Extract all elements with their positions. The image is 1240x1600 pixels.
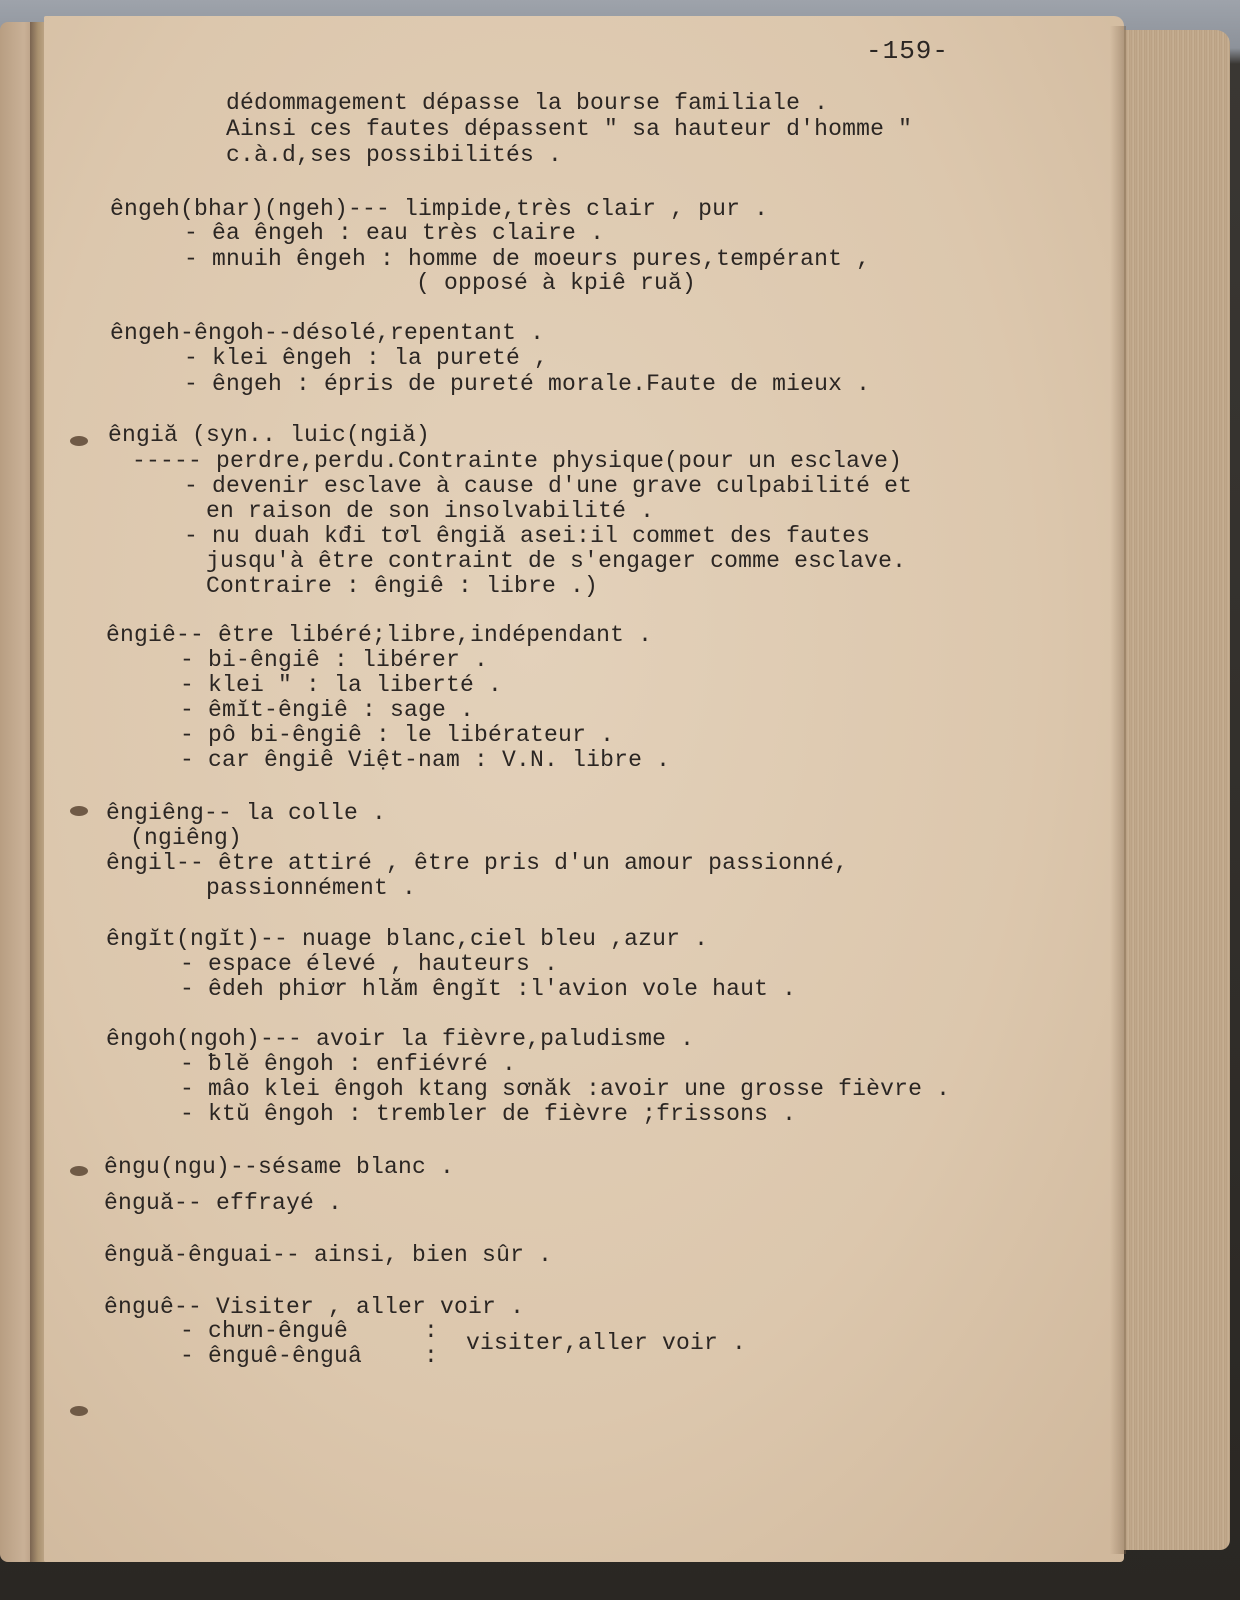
text-line: - chưn-ênguê (180, 1318, 349, 1344)
entry-headword: êngeh-êngoh--désolé,repentant . (110, 320, 545, 346)
text-line: ----- perdre,perdu.Contrainte physique(pour un esclave) (132, 448, 903, 474)
text-line: ( opposé à kpiê ruă) (416, 270, 697, 296)
binding-hole-icon (70, 1166, 88, 1176)
entry-headword: êngoh(ngoh)--- avoir la fièvre,paludisme . (106, 1026, 695, 1052)
text-line: - ênguê-ênguâ (180, 1343, 363, 1369)
text-line: c.à.d,ses possibilités . (226, 142, 563, 168)
entry-headword: êngĭt(ngĭt)-- nuage blanc,ciel bleu ,azur . (106, 926, 709, 952)
entry-headword: êngu(ngu)--sésame blanc . (104, 1154, 455, 1180)
entry-headword: ênguă-ênguai-- ainsi, bien sûr . (104, 1242, 553, 1268)
colon-mark: : (424, 1318, 439, 1344)
text-line: - êngeh : épris de pureté morale.Faute de mieux . (184, 371, 871, 397)
text-line: - êdeh phiơr hlăm êngĭt :l'avion vole haut . (180, 976, 797, 1002)
page-shadow (1110, 26, 1126, 1554)
text-line: - ktŭ êngoh : trembler de fièvre ;frissons . (180, 1101, 797, 1127)
text-line: - devenir esclave à cause d'une grave culpabilité et (184, 473, 913, 499)
text-line: - car êngiê Việt-nam : V.N. libre . (180, 747, 671, 773)
text-line: - bi-êngiê : libérer . (180, 647, 489, 673)
binding-hole-icon (70, 436, 88, 446)
text-line: - espace élevé , hauteurs . (180, 951, 559, 977)
text-line: - mnuih êngeh : homme de moeurs pures,tempérant , (184, 246, 871, 272)
text-line: en raison de son insolvabilité . (206, 498, 655, 524)
text-line: passionnément . (206, 875, 417, 901)
entry-headword: êngiă (syn.. luic(ngiă) (108, 422, 431, 448)
text-line: - klei êngeh : la pureté , (184, 345, 549, 371)
text-line: - êa êngeh : eau très claire . (184, 220, 605, 246)
text-line: - ƀlĕ êngoh : enfiévré . (180, 1051, 517, 1077)
entry-headword: êngiê-- être libéré;libre,indépendant . (106, 622, 653, 648)
colon-mark: : (424, 1343, 439, 1369)
entry-headword: ênguê-- Visiter , aller voir . (104, 1294, 525, 1320)
text-line: - mâo klei êngoh ktang sơnăk :avoir une grosse fièvre . (180, 1076, 951, 1102)
entry-headword: êngeh(bhar)(ngeh)--- limpide,très clair , pur . (110, 196, 769, 222)
text-line: - pô bi-êngiê : le libérateur . (180, 722, 615, 748)
text-line: - nu duah kđi tơl êngiă asei:il commet des fautes (184, 523, 871, 549)
text-line: Ainsi ces fautes dépassent " sa hauteur d'homme " (226, 116, 913, 142)
page-stack-edge (1120, 30, 1230, 1550)
page-number: -159- (866, 36, 950, 66)
entry-headword: êngiêng-- la colle . (106, 800, 387, 826)
binding-hole-icon (70, 1406, 88, 1416)
entry-headword: êngil-- être attiré , être pris d'un amour passionné, (106, 850, 849, 876)
text-line: visiter,aller voir . (466, 1330, 747, 1356)
binding-hole-icon (70, 806, 88, 816)
text-line: Contraire : êngiê : libre .) (206, 573, 599, 599)
text-line: - êmĭt-êngiê : sage . (180, 697, 475, 723)
text-line: - klei " : la liberté . (180, 672, 503, 698)
entry-headword: ênguă-- effrayé . (104, 1190, 343, 1216)
text-line: jusqu'à être contraint de s'engager comme esclave. (206, 548, 907, 574)
text-line: (ngiêng) (130, 825, 243, 851)
text-line: dédommagement dépasse la bourse familiale . (226, 90, 829, 116)
